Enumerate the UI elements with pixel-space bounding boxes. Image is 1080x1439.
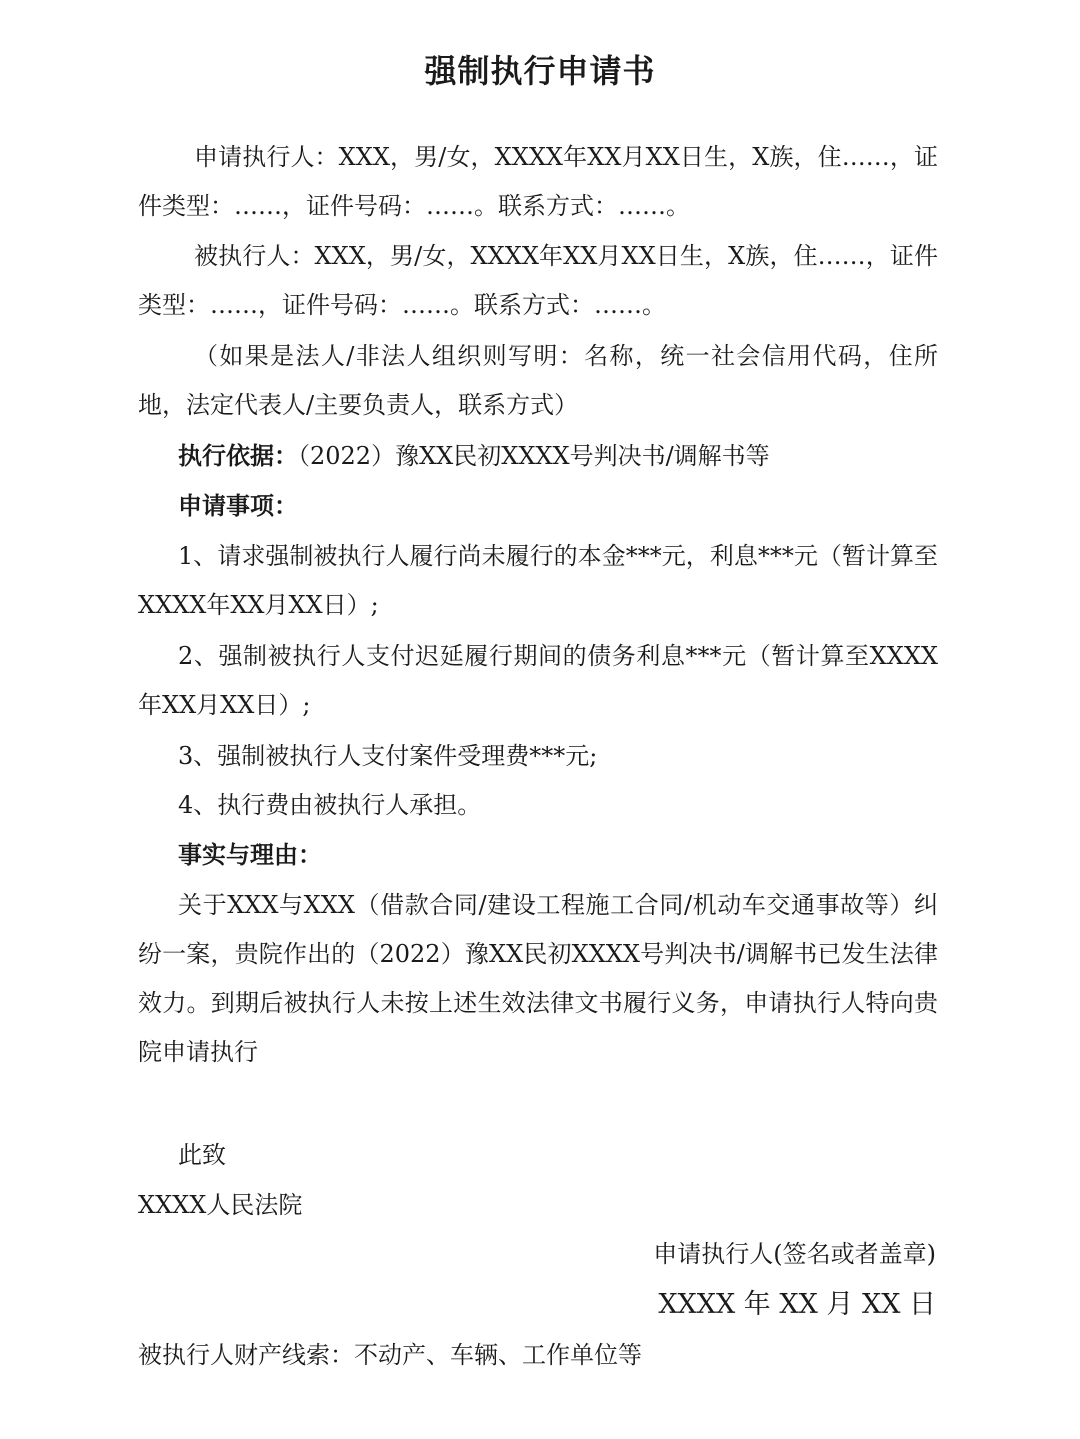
- facts-heading: 事实与理由：: [178, 841, 322, 869]
- list-item: 3、强制被执行人支付案件受理费***元;: [178, 742, 598, 770]
- legal-entity-note: （如果是法人/非法人组织则写明：名称，统一社会信用代码，住所地，法定代表人/主要负责人，联系方式）: [138, 342, 938, 419]
- execution-basis: [138, 432, 938, 481]
- property-clues: 被执行人财产线索：不动产、车辆、工作单位等: [138, 1341, 642, 1369]
- applicant-signature: 申请执行人(签名或者盖章): [653, 1240, 936, 1268]
- items-heading: 申请事项：: [178, 492, 298, 520]
- facts-paragraph: 关于XXX与XXX（借款合同/建设工程施工合同/机动车交通事故等）纠纷一案，贵院作出的（2022）豫XX民初XXXX号判决书/调解书已发生法律效力。到期后被执行人未按上述生效法律文书履行义务，申请执行人特向贵院申请执行: [138, 891, 938, 1066]
- salutation: 此致: [178, 1141, 226, 1169]
- basis-value: （2022）豫XX民初XXXX号判决书/调解书等: [298, 442, 770, 470]
- applicant-paragraph: 申请执行人：XXX，男/女，XXXX年XX月XX日生，X族，住……，证件类型：……，证件号码：……。联系方式：……。: [138, 143, 938, 220]
- court-name: XXXX人民法院: [138, 1191, 303, 1219]
- document-date: XXXX 年 XX 月 XX 日: [658, 1289, 936, 1320]
- respondent-paragraph: 被执行人：XXX，男/女，XXXX年XX月XX日生，X族，住……，证件类型：……，证件号码：……。联系方式：……。: [138, 242, 938, 319]
- list-item: 4、执行费由被执行人承担。: [178, 791, 482, 819]
- list-item: 2、强制被执行人支付迟延履行期间的债务利息***元（暂计算至XXXX年XX月XX日）;: [138, 642, 938, 719]
- list-item: 1、请求强制被执行人履行尚未履行的本金***元，利息***元（暂计算至XXXX年XX月XX日）;: [138, 542, 938, 619]
- basis-label: 执行依据：: [178, 442, 298, 470]
- document-title: 强制执行申请书: [424, 52, 656, 90]
